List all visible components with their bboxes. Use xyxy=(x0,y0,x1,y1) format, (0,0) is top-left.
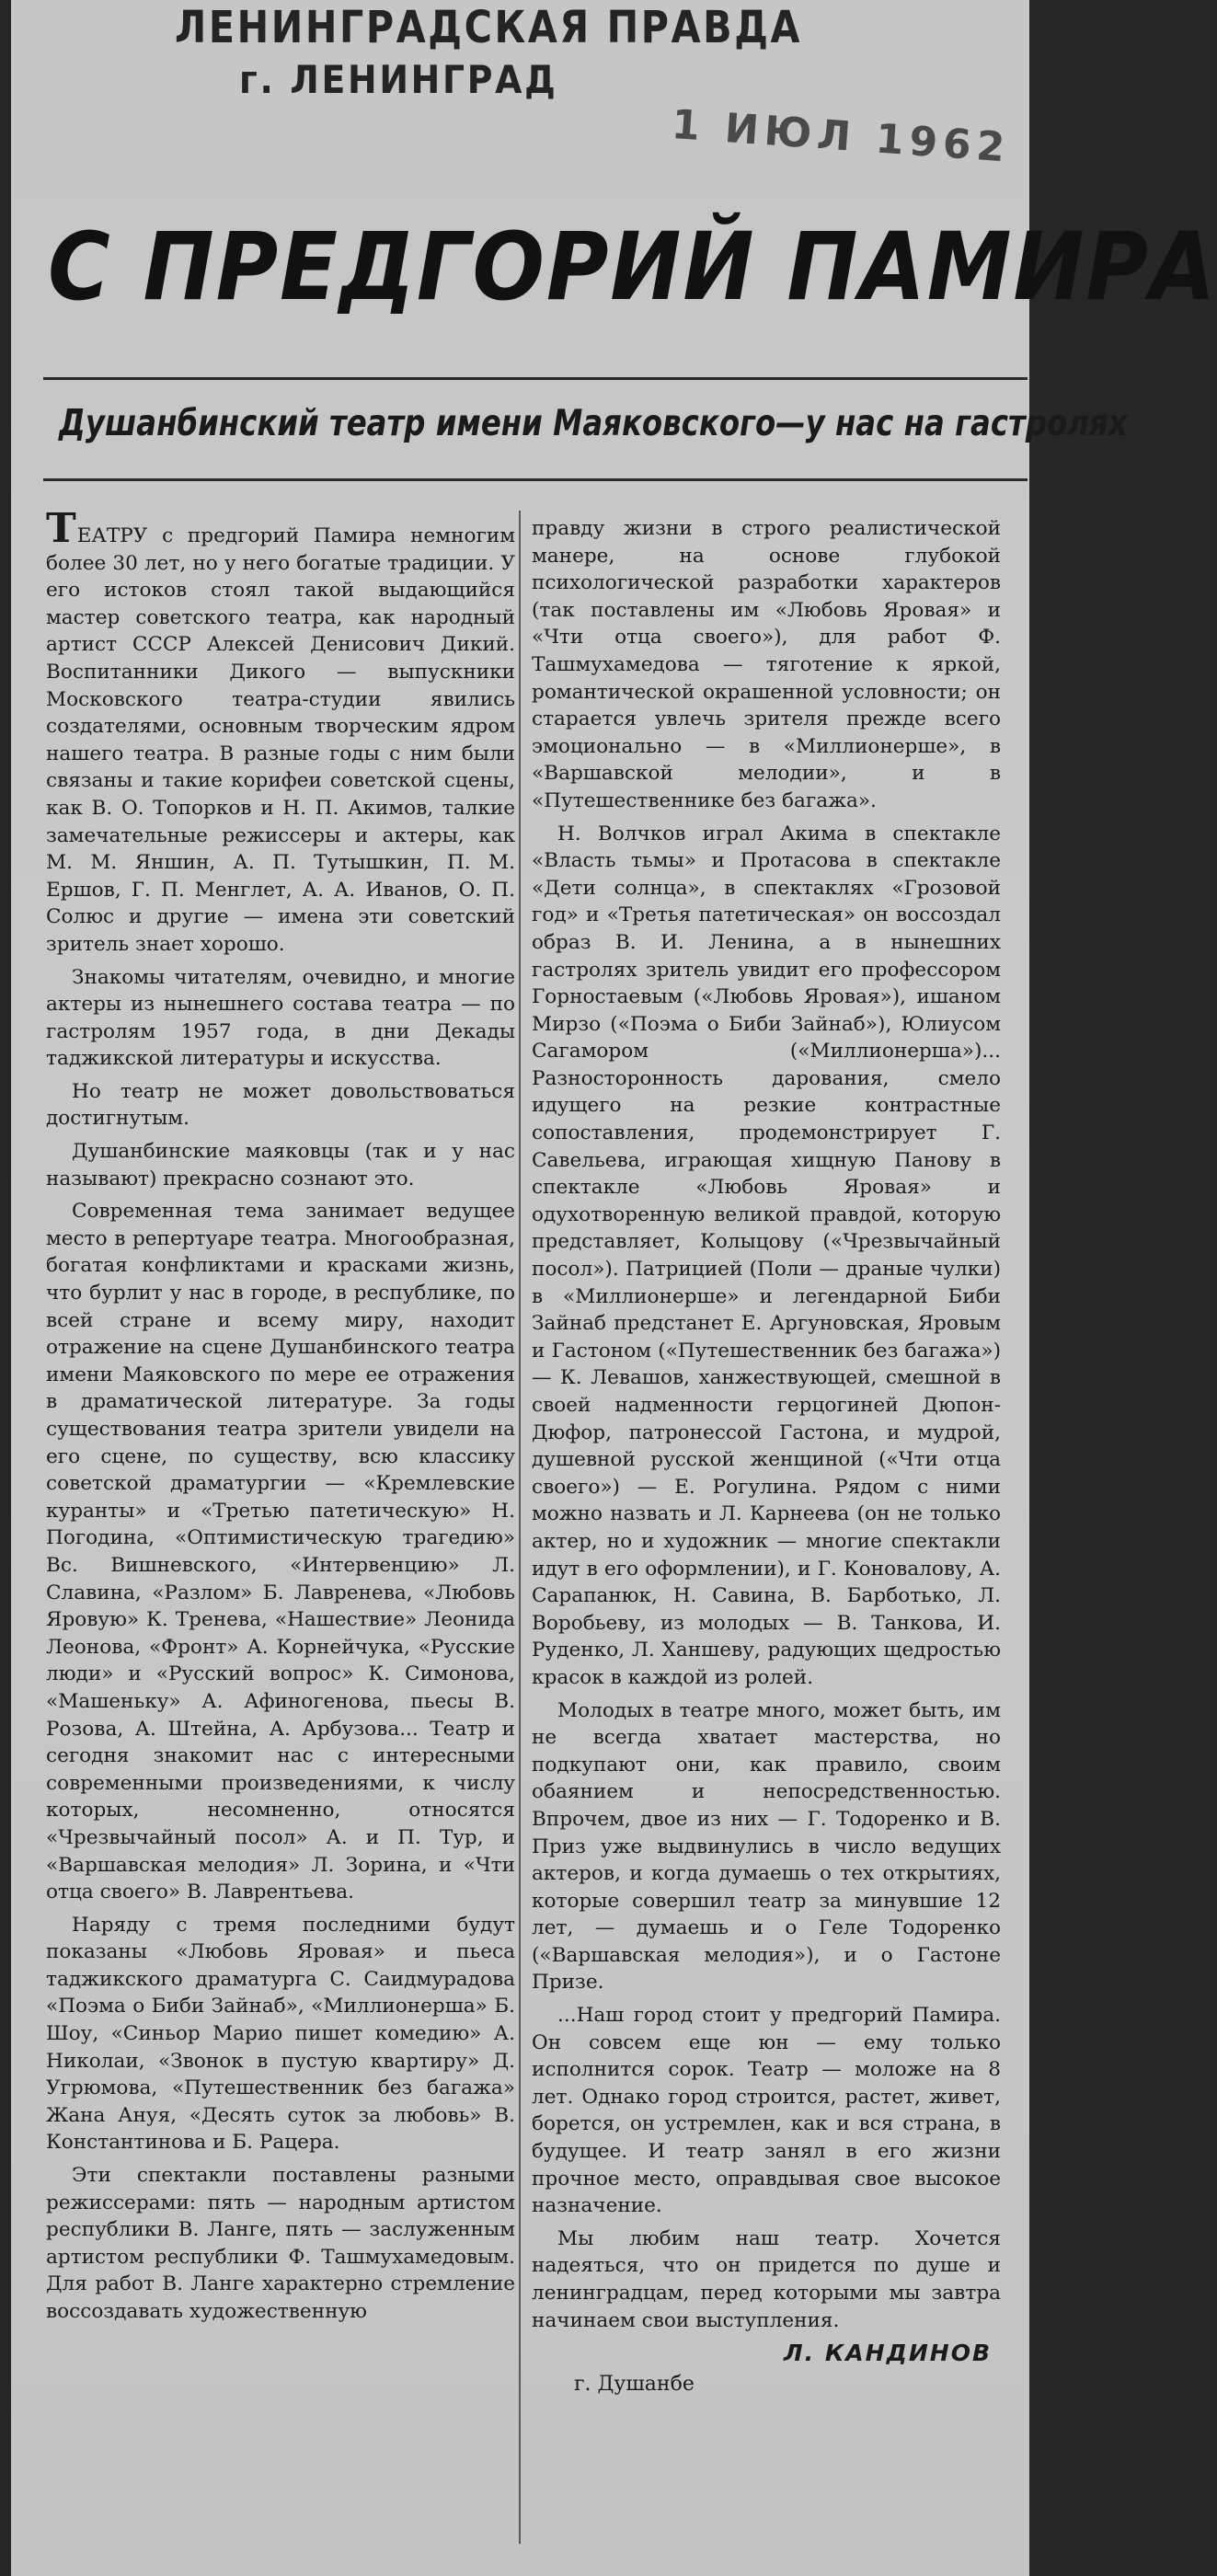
paragraph: Современная тема занимает ведущее место в репертуаре театра. Многообразная, богатая конфликтами и красками жизнь, что бурлит у нас в городе, в республике, по всей стране и всему миру, находит отражение на сцене Душанбинского театра имени Маяковского по мере ее отражения в драматической литературе. За годы существования театра зрители увидели на его сцене, по существу, всю классику советской драматургии — «Кремлевские куранты» и «Третью патетическую» Н. Погодина, «Оптимистическую трагедию» Вс. Вишневского, «Интервенцию» Л. Славина, «Разлом» Б. Лавренева, «Любовь Яровую» К. Тренева, «Нашествие» Леонида Леонова, «Фронт» А. Корнейчука, «Русские люди» и «Русский вопрос» К. Симонова, «Машеньку» А. Афиногенова, пьесы В. Розова, А. Штейна, А. Арбузова... Театр и сегодня знакомит нас с интересными современными произведениями, к числу которых, несомненно, относятся «Чрезвычайный посол» А. и П. Тур, и «Варшавская мелодия» Л. Зорина, и «Чти отца своего» В. Лаврентьева. xyxy=(46,1200,515,1904)
article-headline: С ПРЕДГОРИЙ ПАМИРА xyxy=(48,213,1217,322)
headline-rule-top xyxy=(43,377,1028,380)
paragraph: Знакомы читателям, очевидно, и многие актеры из нынешнего состава театра — по гастролям 1957 года, в дни Декады таджикской литературы и искусства. xyxy=(46,965,515,1071)
article-column-left xyxy=(46,505,515,2331)
paragraph: Но театр не может довольствоваться достигнутым. xyxy=(46,1079,515,1131)
paragraph: Эти спектакли поставлены разными режиссерами: пять — народным артистом республики В. Ланге, пять — заслуженным артистом республики Ф. Ташмухамедовым. Для работ В. Ланге характерно стремление воссоздавать художественную xyxy=(46,2164,515,2323)
paragraph: правду жизни в строго реалистической манере, на основе глубокой психологической разработки характеров (так поставлены им «Любовь Яровая» и «Чти отца своего»), для работ Ф. Ташмухамедова — тяготение к яркой, романтической окрашенной условности; он старается увлечь зрителя прежде всего эмоционально — в «Миллионерше», в «Варшавской мелодии», и в «Путешественнике без багажа». xyxy=(532,517,1001,812)
newspaper-name-stamp: ЛЕНИНГРАДСКАЯ ПРАВДА xyxy=(175,2,803,53)
column-divider xyxy=(519,511,521,2544)
paragraph: Наряду с тремя последними будут показаны «Любовь Яровая» и пьеса таджикского драматурга С. Саидмурадова «Поэма о Биби Зайнаб», «Миллионерша» Б. Шоу, «Синьор Марио пишет комедию» А. Николаи, «Звонок в пустую квартиру» Д. Угрюмова, «Путешественник без багажа» Жана Ануя, «Десять суток за любовь» В. Константинова и Б. Рацера. xyxy=(46,1913,515,2155)
dateline: г. Душанбе xyxy=(574,2372,695,2396)
subhead-rule-bottom xyxy=(43,478,1028,481)
article-column-right xyxy=(532,515,1001,2398)
date-stamp: 1 ИЮЛ 1962 xyxy=(670,101,1012,172)
drop-cap: Т xyxy=(46,505,77,552)
paragraph xyxy=(46,505,515,959)
city-stamp: г. ЛЕНИНГРАД xyxy=(239,57,558,102)
newspaper-clipping xyxy=(11,0,1217,2576)
paragraph: Молодых в театре много, может быть, им не всегда хватает мастерства, но подкупают они, как правило, своим обаянием и непосредственностью. Впрочем, двое из них — Г. Тодоренко и В. Приз уже выдвинулись в число ведущих актеров, и когда думаешь о тех открытиях, которые совершил театр за минувшие 12 лет, — думаешь и о Геле Тодоренко («Варшавская мелодия»), и о Гастоне Призе. xyxy=(532,1698,1001,1995)
paragraph: Мы любим наш театр. Хочется надеяться, что он придется по душе и ленинградцам, перед которыми мы завтра начинаем свои выступления. xyxy=(532,2226,1001,2332)
paragraph: Н. Волчков играл Акима в спектакле «Власть тьмы» и Протасова в спектакле «Дети солнца», в спектаклях «Грозовой год» и «Третья патетическая» он воссоздал образ В. И. Ленина, а в нынешних гастролях зритель увидит его профессором Горностаевым («Любовь Яровая»), ишаном Мирзо («Поэма о Биби Зайнаб»), Юлиусом Сагамором («Миллионерша»)... Разносторонность дарования, смело идущего на резкие контрастные сопоставления, продемонстрирует Г. Савельева, играющая хищную Панову в спектакле «Любовь Яровая» и одухотворенную великой правдой, которую представляет, Колыцову («Чрезвычайный посол»). Патрицией (Поли — драные чулки) в «Миллионерше» и легендарной Биби Зайнаб предстанет Е. Аргуновская, Яровым и Гастоном («Путешественник без багажа») — К. Левашов, ханжествующей, смешной в своей надменности герцогиней Дюпон-Дюфор, патронессой Гастона, и мудрой, душевной русской женщиной («Чти отца своего») — Е. Рогулина. Рядом с ними можно назвать и Л. Карнеева (он не только актер, но и художник — многие спектакли идут в его оформлении), и Г. Коновалову, А. Сарапанюк, Н. Савина, В. Барботько, Л. Воробьеву, из молодых — В. Танкова, И. Руденко, Л. Ханшеву, радующих щедростью красок в каждой из ролей. xyxy=(532,822,1001,1689)
article-subheadline: Душанбинский театр имени Маяковского—у нас на гастролях xyxy=(59,403,1128,444)
paragraph-text: ЕАТРУ с предгорий Памира немногим более 30 лет, но у него богатые традиции. У его истоков стоял такой выдающийся мастер советского театра, как народный артист СССР Алексей Денисович Дикий. Воспитанники Дикого — выпускники Московского театра-студии явились создателями, основным творческим ядром нашего театра. В разные годы с ним были связаны и такие корифеи советской сцены, как В. О. Топорков и Н. П. Акимов, талкие замечательные режиссеры и актеры, как М. М. Яншин, А. П. Тутышкин, П. М. Ершов, Г. П. Менглет, А. А. Иванов, О. П. Солюс и другие — имена эти советский зритель знает хорошо. xyxy=(46,524,515,956)
paragraph: Душанбинские маяковцы (так и у нас называют) прекрасно сознают это. xyxy=(46,1140,515,1190)
paragraph: ...Наш город стоит у предгорий Памира. Он совсем еще юн — ему только исполнится сорок. Театр — моложе на 8 лет. Однако город строится, растет, живет, борется, он устремлен, как и вся страна, в будущее. И театр занял в его жизни прочное место, оправдывая свое высокое назначение. xyxy=(532,2004,1001,2218)
author-signature: Л. КАНДИНОВ xyxy=(783,2340,992,2367)
